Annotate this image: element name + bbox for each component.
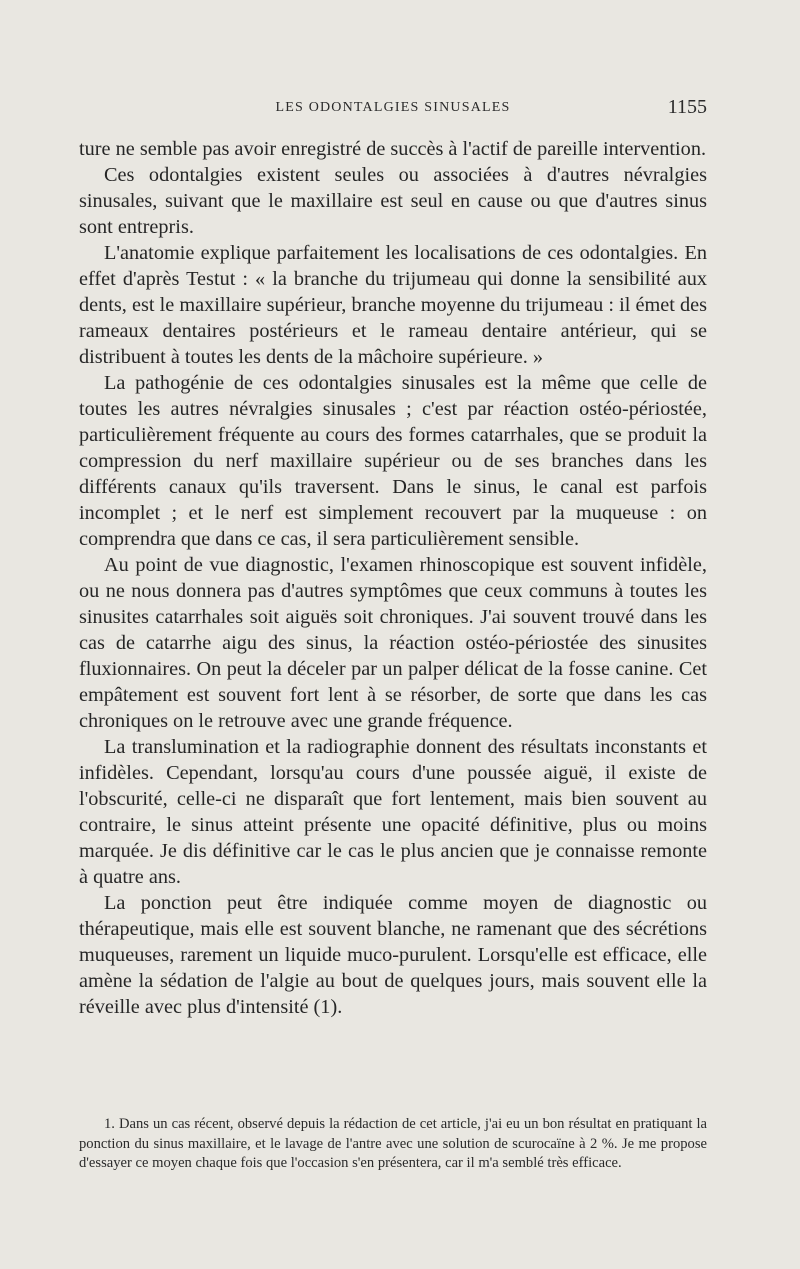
footnote: 1. Dans un cas récent, observé depuis la rédaction de cet article, j'ai eu un bon résultat en pratiquant la ponction du sinus maxillaire, et le lavage de l'antre avec une solution de scurocaïne à 2 %. Je me propose d'essayer ce moyen chaque fois que l'occasion s'en présentera, car il m'a semblé très efficace. [79, 1116, 707, 1171]
body-text [79, 136, 707, 1020]
paragraph-continuation: ture ne semble pas avoir enregistré de succès à l'actif de pareille intervention. [79, 138, 707, 160]
paragraph: Ces odontalgies existent seules ou associées à d'autres névralgies sinusales, suivant que le maxillaire est seul en cause ou que d'autres sinus sont entrepris. [79, 164, 707, 238]
paragraph: La ponction peut être indiquée comme moyen de diagnostic ou thérapeutique, mais elle est souvent blanche, ne ramenant que des sécrétions muqueuses, rarement un liquide muco-purulent. Lorsqu'elle est efficace, elle amène la sédation de l'algie au bout de quelques jours, mais souvent elle la réveille avec plus d'intensité (1). [79, 892, 707, 1018]
paragraph: La pathogénie de ces odontalgies sinusales est la même que celle de toutes les autres névralgies sinusales ; c'est par réaction ostéo-périostée, particulièrement fréquente au cours des formes catarrhales, que se produit la compression du nerf maxillaire supérieur ou de ses branches dans les différents canaux qu'ils traversent. Dans le sinus, le canal est parfois incomplet ; et le nerf est simplement recouvert par la muqueuse : on comprendra que dans ce cas, il sera particulièrement sensible. [79, 372, 707, 550]
paragraph: L'anatomie explique parfaitement les localisations de ces odontalgies. En effet d'après Testut : « la branche du trijumeau qui donne la sensibilité aux dents, est le maxillaire supérieur, branche moyenne du trijumeau : il émet des rameaux dentaires postérieurs et le rameau dentaire antérieur, qui se distribuent à toutes les dents de la mâchoire supérieure. » [79, 242, 707, 368]
paragraph: Au point de vue diagnostic, l'examen rhinoscopique est souvent infidèle, ou ne nous donnera pas d'autres symptômes que ceux communs à toutes les sinusites catarrhales soit aiguës soit chroniques. J'ai souvent trouvé dans les cas de catarrhe aigu des sinus, la réaction ostéo-périostée des sinusites fluxionnaires. On peut la déceler par un palper délicat de la fosse canine. Cet empâtement est souvent fort lent à se résorber, de sorte que dans les cas chroniques on le retrouve avec une grande fréquence. [79, 554, 707, 732]
running-head [79, 96, 707, 122]
footnotes [79, 1115, 707, 1174]
running-title: LES ODONTALGIES SINUSALES [275, 100, 511, 115]
page-number: 1155 [667, 96, 707, 118]
paragraph: La translumination et la radiographie donnent des résultats inconstants et infidèles. Cependant, lorsqu'au cours d'une poussée aiguë, il existe de l'obscurité, celle-ci ne disparaît que fort lentement, mais bien souvent au contraire, le sinus atteint présente une opacité définitive, plus ou moins marquée. Je dis définitive car le cas le plus ancien que je connaisse remonte à quatre ans. [79, 736, 707, 888]
